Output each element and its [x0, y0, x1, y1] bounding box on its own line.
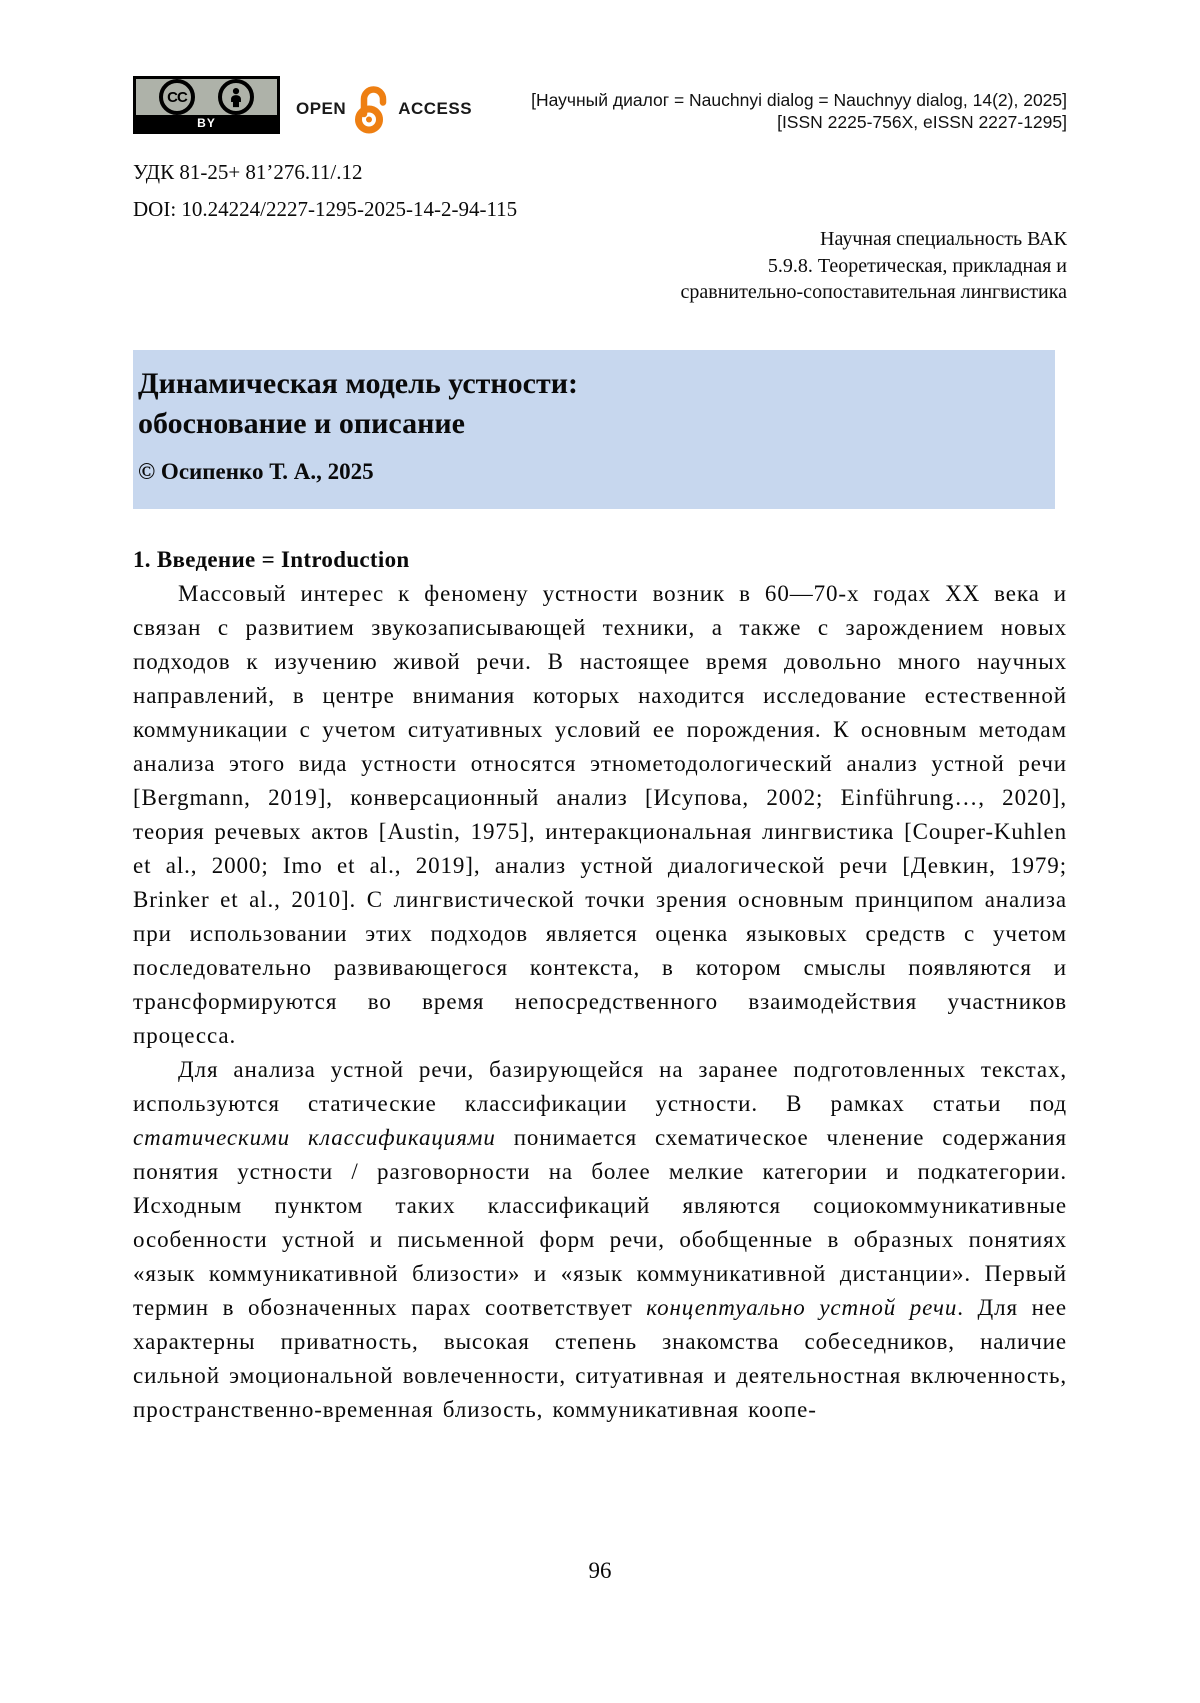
- license-logos: [133, 76, 472, 134]
- journal-info: [531, 76, 1067, 133]
- journal-issn-line: [ISSN 2225-756X, eISSN 2227-1295]: [777, 111, 1067, 132]
- attribution-person-icon: [218, 79, 254, 115]
- open-access-word-access: ACCESS: [398, 99, 473, 118]
- vak-line-3: сравнительно-сопоставительная лингвистика: [680, 281, 1067, 303]
- journal-citation-line: [Научный диалог = Nauchnyi dialog = Nauchnyy dialog, 14(2), 2025]: [531, 90, 1067, 110]
- page-header: [133, 76, 1067, 134]
- article-title-block: [133, 350, 1055, 509]
- article-title-line-1: Динамическая модель устности:: [138, 367, 579, 400]
- article-meta: [133, 160, 1067, 306]
- open-lock-icon: [351, 84, 393, 134]
- paragraph-2-text: Для анализа устной речи, базирующейся на заранее подготовленных текстах, используются статические классификации устности. В рамках статьи под: [133, 1057, 1067, 1116]
- cc-by-license-badge: [133, 76, 280, 134]
- open-access-word-open: OPEN: [296, 99, 347, 118]
- cc-badge-icons: [136, 79, 277, 115]
- vak-line-1: Научная специальность ВАК: [820, 228, 1067, 250]
- paragraph-2: [133, 1053, 1067, 1427]
- article-body: [133, 543, 1067, 1427]
- cc-icon: CC: [159, 79, 195, 115]
- article-title: [138, 364, 1035, 444]
- paragraph-2-text-2: понимается схематическое членение содержания понятия устности / разговорности на более мелкие категории и подкатегории. Исходным пунктом таких классификаций являются социокоммуникативные особенности устной и письменной форм речи, обобщенные в образных понятиях «язык коммуникативной близости» и «язык коммуникативной дистанции». Первый термин в обозначенных парах соответствует: [133, 1125, 1067, 1320]
- doi-line: DOI: 10.24224/2227-1295-2025-14-2-94-115: [133, 197, 518, 221]
- vak-specialty: [133, 226, 1067, 306]
- paragraph-2-italic-term-1: статическими классификациями: [133, 1125, 496, 1150]
- paragraph-1: Массовый интерес к феномену устности возник в 60—70-х годах ХХ века и связан с развитием звукозаписывающей техники, а также с зарождением новых подходов к изучению живой речи. В настоящее время довольно много научных направлений, в центре внимания которых находится исследование естественной коммуникации с учетом ситуативных условий ее порождения. К основным методам анализа этого вида устности относятся этнометодологический анализ устной речи [Bergmann, 2019], конверсационный анализ [Исупова, 2002; Einführung…, 2020], теория речевых актов [Austin, 1975], интеракциональная лингвистика [Couper-Kuhlen et al., 2000; Imo et al., 2019], анализ устной диалогической речи [Девкин, 1979; Brinker et al., 2010]. С лингвистической точки зрения основным принципом анализа при использовании этих подходов является оценка языковых средств с учетом последовательно развивающегося контекста, в котором смыслы появляются и трансформируются во время непосредственного взаимодействия участников процесса.: [133, 581, 1067, 1048]
- vak-line-2: 5.9.8. Теоретическая, прикладная и: [767, 254, 1067, 277]
- page-number: 96: [588, 1558, 612, 1583]
- section-heading-introduction: 1. Введение = Introduction: [133, 547, 410, 572]
- paragraph-2-italic-term-2: концептуально устной речи: [646, 1295, 958, 1320]
- author-copyright: © Осипенко Т. А., 2025: [138, 459, 374, 484]
- cc-by-label: BY: [136, 115, 277, 131]
- open-access-logo: [296, 84, 472, 134]
- paragraph-2-text-3: . Для нее характерны приватность, высокая степень знакомства собеседников, наличие сильной эмоциональной вовлеченности, ситуативная и деятельностная включенность, пространственно-временная близость, коммуникативная коопе-: [133, 1295, 1067, 1422]
- udc-code: УДК 81-25+ 81’276.11/.12: [133, 160, 363, 184]
- article-title-line-2: обоснование и описание: [138, 407, 465, 440]
